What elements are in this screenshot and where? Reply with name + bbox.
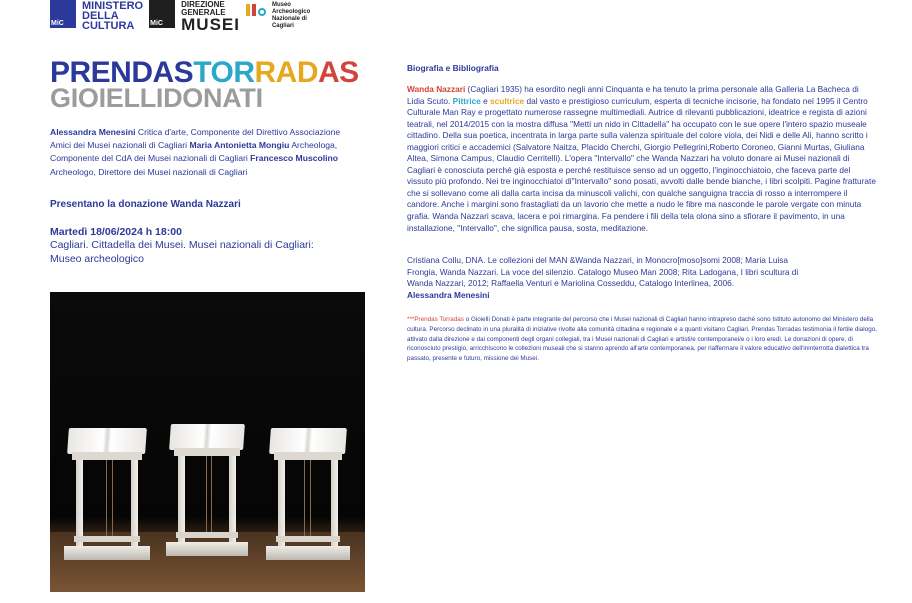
kneeler-sculpture	[270, 428, 346, 568]
speaker-name: Francesco Muscolino	[250, 153, 339, 164]
bio-heading: Biografia e Bibliografia	[407, 63, 499, 73]
event-headline: Presentano la donazione Wanda Nazzari	[50, 199, 241, 210]
event-location: Cagliari. Cittadella dei Musei. Musei nazionali di Cagliari: Museo archeologico	[50, 239, 314, 265]
mic-logo-icon: MiC	[50, 0, 76, 28]
museo-archeologico-icon	[246, 0, 266, 16]
speaker-role: Archeologa, Componente del CdA dei Musei nazionali di Cagliari	[50, 140, 338, 164]
project-note: ***Prendas Torradas o Gioielli Donati è parte integrante del percorso che i Musei nazionali di Cagliari hanno intrapreso daché sono Istituto autonomo del Ministero della cultura. Percorso declinato in una pluralità di iniziative rivolte alla comunità cittadina e regionale e a quanti visitano Cagliari. Prendas Torradas testimonia il fertile dialogo, attivato dalla direzione e dai componenti degli organi collegiali, tra i Musei nazionali di Cagliari e artisti/e contemporanei/e o i loro eredi. Le donazioni di opere, di riconosciuto prestigio, arricchiscono le collezioni museali che si stanno aprendo all'arte contemporanea, per riaffermare il valore educativo dell'ininterrotta dialettica tra passato, presente e futuro, missione dei Musei.	[407, 316, 877, 363]
title-gioielli-donati: GIOIELLIDONATI	[50, 83, 263, 113]
biography-text: Wanda Nazzari (Cagliari 1935) ha esordito negli anni Cinquanta e ha tenuto la prima personale alla Galleria La Bacheca di Lidia Scuto. Pittrice e scultrice dal vasto e prestigioso curriculum, esperta di tecniche incisorie, ha fondato nel 1995 il Centro Culturale Man Ray e progettato numerose rassegne multimediali. Autrice di rilevanti pubblicazioni, ideatrice e regista di azioni teatrali, nel 2014/2015 con la mostra diffusa "Metti un nido in Cittadella" ha occupato con le sue opere l'intero spazio museale cittadino. Della sua poetica, incentrata in larga parte sulla valenza spirituale del colore viola, dei Nidi e delle Ali, hanno scritto i maggiori critici e accademici (Salvatore Naitza, Placido Cherchi, Giorgio Pellegrini,Roberto Coroneo, Gianni Murtas, Giuliana Altea, Simona Campus, Claudio Cerritelli). L'opera "Intervallo" che Wanda Nazzari ha voluto donare ai Musei nazionali di Cagliari è conosciuta perché già esposta e perché restituisce senso ad un oggetto, l'inginocchiatoio, che faceva parte del vissuto più profondo. Nei tre inginocchiatoi di"Intervallo" sono posati, avvolti dalle bende bianche, i libri scolpiti. Pagine fratturate che si sollevano come ali dalla carta incisa da minuscoli valichi, con qualche sanguigna traccia di rosso a interrompere il candore. Anche i margini sono frastagliati da un lavorio che mette a nudo le fibre ma nasconde le parole vergate con minuta grafia. Wanda Nazzari scava, lacera e poi rimargina. Fa pendere i fili della tela olona sino a sfiorare il pavimento, in una installazione, "Intervallo", che significa pausa, sosta, meditazione.	[407, 84, 876, 233]
dg-musei-logo-icon: MiC	[149, 0, 175, 28]
event-date: Martedì 18/06/2024 h 18:00	[50, 226, 182, 238]
speaker-role: Archeologo, Direttore dei Musei nazionali di Cagliari	[50, 166, 248, 177]
speakers-list	[50, 126, 360, 179]
artist-name: Wanda Nazzari	[407, 84, 466, 94]
bibliography-text: Cristiana Collu, DNA. Le collezioni del MAN &Wanda Nazzari, in Monocro[moso]somi 2008; Maria Luisa Frongia, Wanda Nazzari. La voce del silenzio. Catalogo Museo Man 2008; Rita Ladogana, I libri scultura di Wanda Nazzari, 2012; Raffaella Venturi e Mariolina Cosseddu, Catalogo Interlinea, 2006. Alessandra Menesini	[407, 255, 799, 300]
kneeler-sculpture	[68, 428, 146, 568]
speaker-name: Alessandra Menesini	[50, 127, 136, 137]
speaker-role: Critica d'arte, Componente del Direttivo Associazione Amici dei Musei nazionali di Cagliari	[50, 127, 341, 151]
header-logos	[50, 0, 310, 32]
kneeler-sculpture	[170, 424, 244, 564]
title-prendas-torradas: PRENDASTORRADAS	[50, 56, 359, 89]
museo-archeologico-logo-text: Museo Archeologico Nazionale di Cagliari	[271, 2, 311, 29]
dg-musei-logo-text: DIREZIONE GENERALE MUSEI	[181, 0, 240, 34]
speaker-name: Maria Antonietta Mongiu	[189, 140, 290, 151]
bibliography-author: Alessandra Menesini	[407, 289, 490, 300]
ministero-logo-text: MINISTERO DELLA CULTURA	[82, 0, 144, 32]
intervallo-installation-photo	[50, 292, 365, 592]
